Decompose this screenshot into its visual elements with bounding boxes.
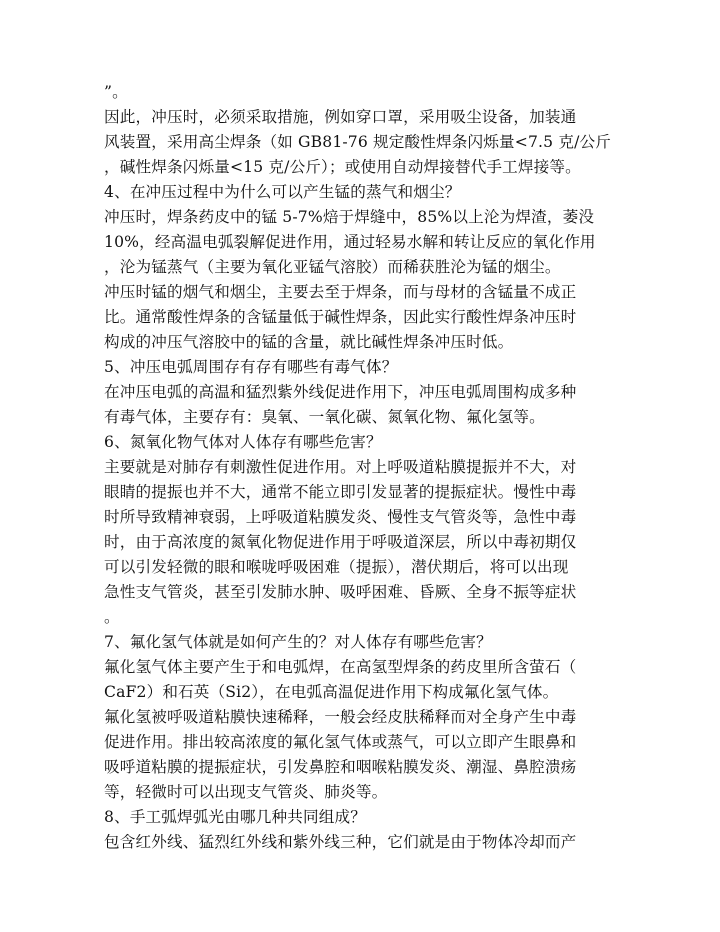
text-line: 急性支气管炎，甚至引发肺水肿、吸呼困难、昏厥、全身不振等症状 xyxy=(104,583,577,601)
text-line: 等，轻微时可以出现支气管炎、肺炎等。 xyxy=(104,783,388,801)
text-line: 在冲压电弧的高温和猛烈紫外线促进作用下，冲压电弧周围构成多种 xyxy=(104,383,577,401)
text-line: ”。 xyxy=(104,83,128,101)
text-line: CaF2）和石英（Si2），在电弧高温促进作用下构成氟化氢气体。 xyxy=(104,683,559,701)
text-line: 眼睛的提振也并不大，通常不能立即引发显著的提振症状。慢性中毒 xyxy=(104,483,577,501)
question-heading: 5、冲压电弧周围存有存有哪些有毒气体？ xyxy=(104,358,398,376)
text-line: 风装置，采用高尘焊条（如 GB81-76 规定酸性焊条闪烁量<7.5 克/公斤 xyxy=(104,133,611,151)
text-line: 有毒气体，主要存有：臭氧、一氧化碳、氮氧化物、氟化氢等。 xyxy=(104,408,545,426)
text-line: 氟化氢被呼吸道粘膜快速稀释，一般会经皮肤稀释而对全身产生中毒 xyxy=(104,708,577,726)
text-line: 因此，冲压时，必须采取措施，例如穿口罩，采用吸尘设备，加装通 xyxy=(104,108,577,126)
question-heading: 6、氮氧化物气体对人体存有哪些危害？ xyxy=(104,433,382,451)
text-line: 时所导致精神衰弱，上呼吸道粘膜发炎、慢性支气管炎等，急性中毒 xyxy=(104,508,577,526)
text-line: 时，由于高浓度的氮氧化物促进作用于呼吸道深层，所以中毒初期仅 xyxy=(104,533,577,551)
text-line: 比。通常酸性焊条的含锰量低于碱性焊条，因此实行酸性焊条冲压时 xyxy=(104,308,577,326)
text-line: ，碱性焊条闪烁量<15 克/公斤）；或使用自动焊接替代手工焊接等。 xyxy=(104,158,581,176)
text-line: 可以引发轻微的眼和喉咙呼吸困难（提振），潜伏期后，将可以出现 xyxy=(104,558,569,576)
text-line: 冲压时，焊条药皮中的锰 5-7%焙于焊缝中，85%以上沦为焊渣，萎没 xyxy=(104,208,595,226)
question-heading: 7、氟化氢气体就是如何产生的？对人体存有哪些危害？ xyxy=(104,633,492,651)
document-body xyxy=(104,80,624,855)
text-line: 包含红外线、猛烈红外线和紫外线三种，它们就是由于物体冷却而产 xyxy=(104,833,577,851)
text-line: 吸呼道粘膜的提振症状，引发鼻腔和咽喉粘膜发炎、潮湿、鼻腔溃疡 xyxy=(104,758,577,776)
text-line: 10%，经高温电弧裂解促进作用，通过轻易水解和转让反应的氧化作用 xyxy=(104,233,596,251)
text-line: 构成的冲压气溶胶中的锰的含量，就比碱性焊条冲压时低。 xyxy=(104,333,514,351)
question-heading: 8、手工弧焊弧光由哪几种共同组成？ xyxy=(104,808,366,826)
text-line: 。 xyxy=(104,608,120,626)
text-line: 氟化氢气体主要产生于和电弧焊，在高氢型焊条的药皮里所含萤石（ xyxy=(104,658,577,676)
question-heading: 4、在冲压过程中为什么可以产生锰的蒸气和烟尘？ xyxy=(104,183,461,201)
text-line: 促进作用。排出较高浓度的氟化氢气体或蒸气，可以立即产生眼鼻和 xyxy=(104,733,577,751)
text-line: ，沦为锰蒸气（主要为氧化亚锰气溶胶）而稀获胜沦为锰的烟尘。 xyxy=(104,258,561,276)
text-line: 主要就是对肺存有刺激性促进作用。对上呼吸道粘膜提振并不大，对 xyxy=(104,458,577,476)
text-line: 冲压时锰的烟气和烟尘，主要去至于焊条，而与母材的含锰量不成正 xyxy=(104,283,577,301)
